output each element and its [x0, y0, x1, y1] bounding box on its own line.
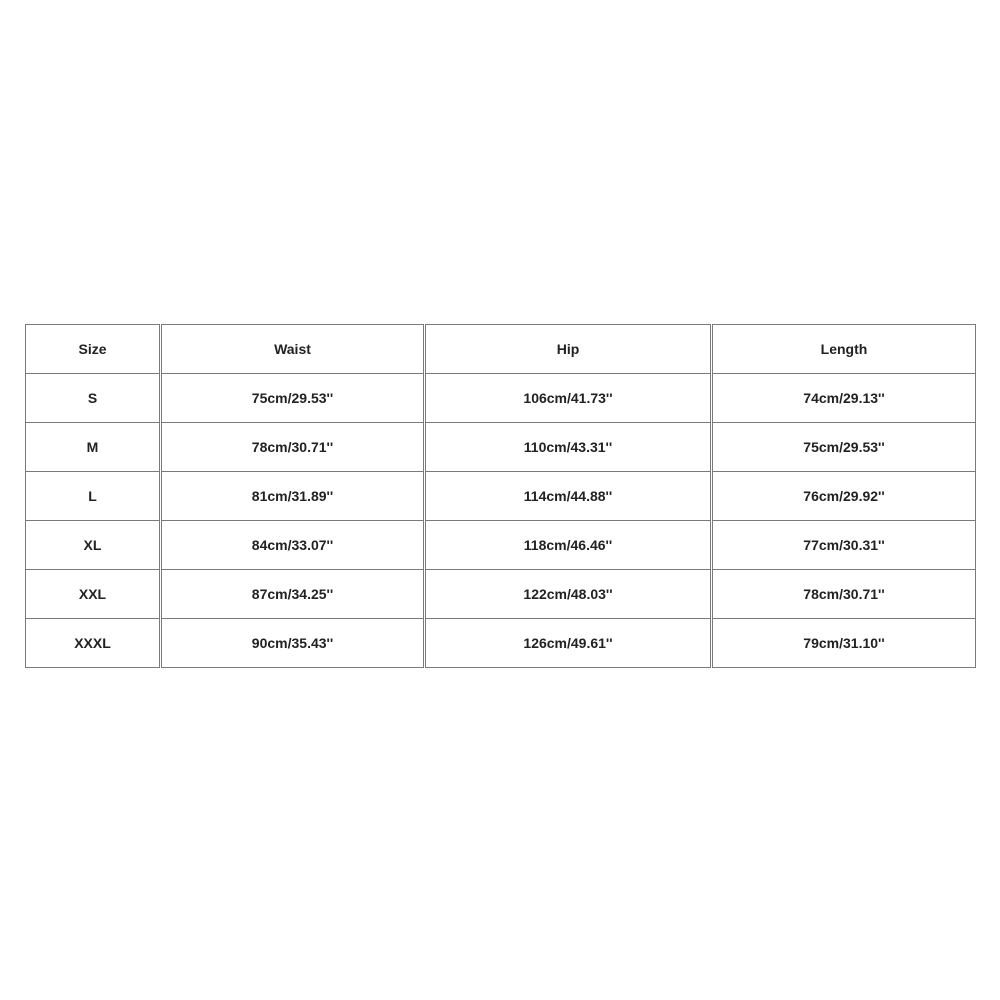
- hip-cell: 122cm/48.03'': [425, 570, 712, 619]
- size-cell: M: [26, 423, 161, 472]
- length-cell: 78cm/30.71'': [712, 570, 976, 619]
- table-row: [26, 619, 976, 668]
- hip-cell: 110cm/43.31'': [425, 423, 712, 472]
- waist-cell: 87cm/34.25'': [161, 570, 425, 619]
- header-waist: Waist: [161, 325, 425, 374]
- size-cell: S: [26, 374, 161, 423]
- waist-cell: 78cm/30.71'': [161, 423, 425, 472]
- size-cell: L: [26, 472, 161, 521]
- waist-cell: 75cm/29.53'': [161, 374, 425, 423]
- length-cell: 74cm/29.13'': [712, 374, 976, 423]
- hip-cell: 114cm/44.88'': [425, 472, 712, 521]
- table-row: [26, 570, 976, 619]
- size-cell: XXXL: [26, 619, 161, 668]
- table-row: [26, 521, 976, 570]
- size-cell: XXL: [26, 570, 161, 619]
- length-cell: 76cm/29.92'': [712, 472, 976, 521]
- header-hip: Hip: [425, 325, 712, 374]
- waist-cell: 81cm/31.89'': [161, 472, 425, 521]
- hip-cell: 106cm/41.73'': [425, 374, 712, 423]
- length-cell: 79cm/31.10'': [712, 619, 976, 668]
- length-cell: 75cm/29.53'': [712, 423, 976, 472]
- size-cell: XL: [26, 521, 161, 570]
- table-header-row: [26, 325, 976, 374]
- size-chart-table: [25, 324, 976, 668]
- header-size: Size: [26, 325, 161, 374]
- header-length: Length: [712, 325, 976, 374]
- table-row: [26, 423, 976, 472]
- waist-cell: 84cm/33.07'': [161, 521, 425, 570]
- hip-cell: 126cm/49.61'': [425, 619, 712, 668]
- hip-cell: 118cm/46.46'': [425, 521, 712, 570]
- length-cell: 77cm/30.31'': [712, 521, 976, 570]
- table-row: [26, 374, 976, 423]
- waist-cell: 90cm/35.43'': [161, 619, 425, 668]
- table-row: [26, 472, 976, 521]
